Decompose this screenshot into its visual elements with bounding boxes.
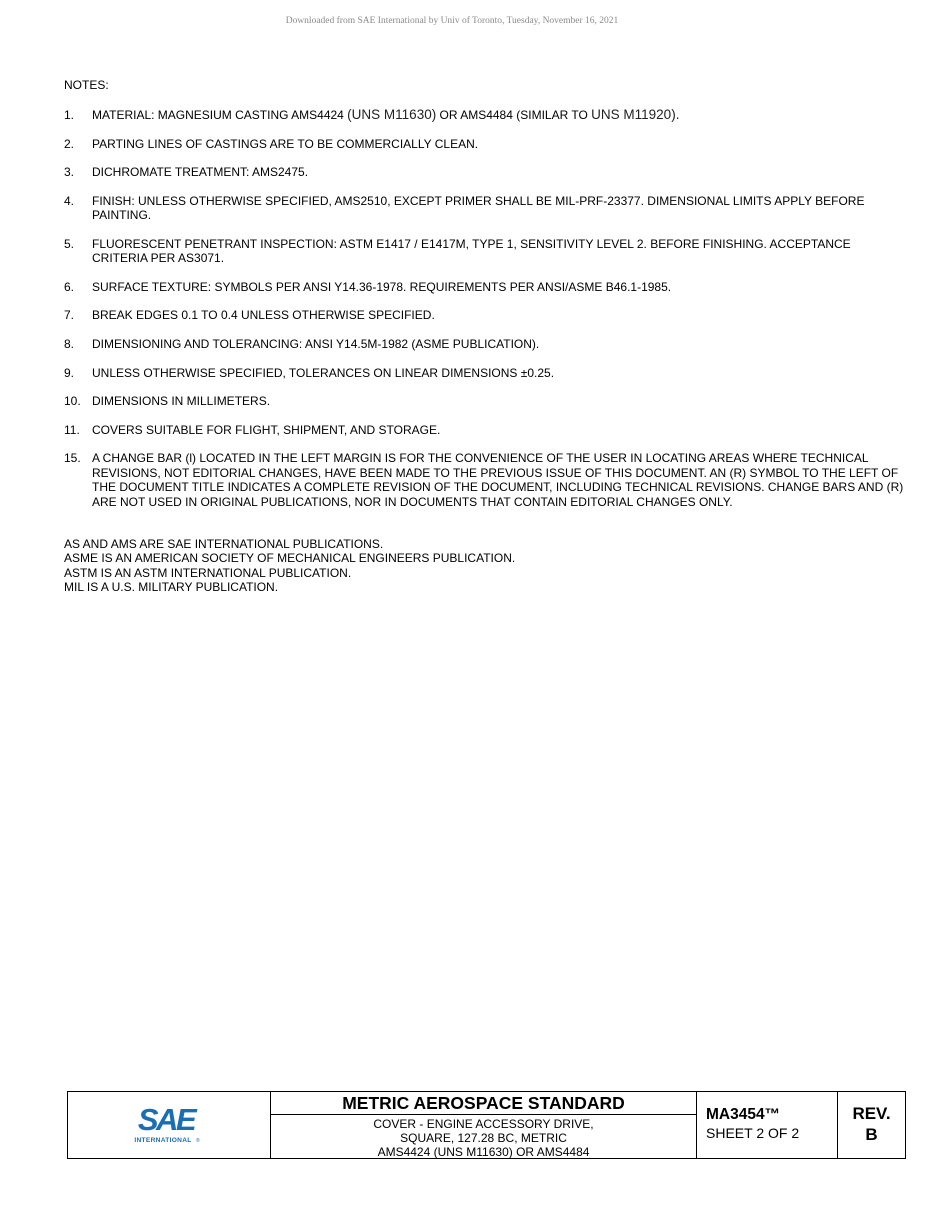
note-item [64, 366, 904, 380]
note-number: 3. [64, 165, 75, 180]
note-number: 11. [64, 422, 80, 437]
description-line: SQUARE, 127.28 BC, METRIC [400, 1131, 567, 1145]
note-text: SURFACE TEXTURE: SYMBOLS PER ANSI Y14.36-1978. REQUIREMENTS PER ANSI/ASME B46.1-1985. [92, 279, 672, 294]
publication-line: ASTM IS AN ASTM INTERNATIONAL PUBLICATION. [64, 565, 352, 580]
description-line: AMS4424 (UNS M11630) OR AMS4484 [377, 1145, 590, 1159]
notes-list [64, 108, 904, 523]
sae-logo-registered-mark: ® [196, 1138, 200, 1144]
document-description [271, 1115, 696, 1159]
note-number: 2. [64, 136, 75, 151]
download-banner: Downloaded from SAE International by Univ of Toronto, Tuesday, November 16, 2021 [285, 16, 619, 26]
note-item [64, 165, 904, 179]
note-item [64, 423, 904, 437]
title-block-center [271, 1092, 697, 1158]
notes-heading: NOTES: [64, 78, 109, 92]
note-item [64, 108, 904, 122]
note-item [64, 394, 904, 408]
note-number: 9. [64, 365, 75, 380]
sheet-number: SHEET 2 OF 2 [706, 1125, 800, 1141]
note-text-segment: MATERIAL: MAGNESIUM CASTING AMS4424 [92, 108, 348, 122]
note-text: PARTING LINES OF CASTINGS ARE TO BE COMMERCIALLY CLEAN. [92, 136, 479, 151]
publication-line: ASME IS AN AMERICAN SOCIETY OF MECHANICAL ENGINEERS PUBLICATION. [64, 551, 516, 566]
note-number: 8. [64, 336, 75, 351]
note-item [64, 451, 904, 509]
note-text: A CHANGE BAR (l) LOCATED IN THE LEFT MARGIN IS FOR THE CONVENIENCE OF THE USER IN LOCATING AREAS WHERE TECHNICAL REVISIONS, NOT EDITORIAL CHANGES, HAVE BEEN MADE TO THE PREVIOUS ISSUE OF THIS DOCUMENT. AN (R) SYMBOL TO THE LEFT OF THE DOCUMENT TITLE INDICATES A COMPLETE REVISION OF THE DOCUMENT, INCLUDING TECHNICAL REVISIONS. CHANGE BARS AND (R) ARE NOT USED IN ORIGINAL PUBLICATIONS, NOR IN DOCUMENTS THAT CONTAIN EDITORIAL CHANGES ONLY. [92, 451, 904, 509]
sae-logo-mark [129, 1100, 209, 1150]
note-text: FINISH: UNLESS OTHERWISE SPECIFIED, AMS2510, EXCEPT PRIMER SHALL BE MIL-PRF-23377. DIMENSIONAL LIMITS APPLY BEFORE PAINTING. [92, 193, 865, 223]
note-text-segment: OR AMS4484 (SIMILAR TO [436, 108, 592, 122]
note-number: 10. [64, 394, 81, 409]
note-text [92, 108, 904, 122]
note-text: FLUORESCENT PENETRANT INSPECTION: ASTM E1417 / E1417M, TYPE 1, SENSITIVITY LEVEL 2. BEFORE FINISHING. ACCEPTANCE CRITERIA PER AS3071. [92, 236, 851, 266]
note-item [64, 137, 904, 151]
sae-logo-subtext: INTERNATIONAL [134, 1137, 192, 1144]
note-number: 15. [64, 451, 81, 466]
revision-label: REV. [852, 1104, 891, 1123]
revision-value: B [865, 1125, 878, 1144]
publications-list [64, 537, 515, 595]
note-item [64, 308, 904, 322]
note-text: DIMENSIONS IN MILLIMETERS. [92, 394, 271, 409]
publication-line: AS AND AMS ARE SAE INTERNATIONAL PUBLICATIONS. [64, 537, 384, 551]
note-text: COVERS SUITABLE FOR FLIGHT, SHIPMENT, AND STORAGE. [92, 422, 441, 437]
note-text: DIMENSIONING AND TOLERANCING: ANSI Y14.5M-1982 (ASME PUBLICATION). [92, 336, 540, 351]
title-block [67, 1091, 906, 1159]
note-item [64, 237, 904, 266]
note-text-segment: UNS M11920). [591, 107, 680, 122]
title-block-document [697, 1092, 838, 1158]
description-line: COVER - ENGINE ACCESSORY DRIVE, [373, 1117, 594, 1131]
note-number: 5. [64, 236, 75, 251]
note-number: 1. [64, 108, 75, 122]
note-text: DICHROMATE TREATMENT: AMS2475. [92, 165, 309, 180]
publication-line: MIL IS A U.S. MILITARY PUBLICATION. [64, 580, 279, 595]
note-text: BREAK EDGES 0.1 TO 0.4 UNLESS OTHERWISE SPECIFIED. [92, 308, 435, 323]
title-block-revision [838, 1092, 905, 1158]
note-text: UNLESS OTHERWISE SPECIFIED, TOLERANCES ON LINEAR DIMENSIONS ±0.25. [92, 365, 555, 380]
standard-title: METRIC AEROSPACE STANDARD [271, 1092, 696, 1115]
note-number: 6. [64, 279, 75, 294]
sae-logo-text: SAE [137, 1102, 195, 1137]
note-number: 4. [64, 193, 75, 208]
sae-logo [68, 1092, 271, 1158]
note-number: 7. [64, 308, 75, 323]
note-item [64, 194, 904, 223]
note-item [64, 337, 904, 351]
note-text-segment: (UNS M11630) [347, 107, 437, 122]
document-number: MA3454™ [706, 1106, 781, 1123]
note-item [64, 280, 904, 294]
